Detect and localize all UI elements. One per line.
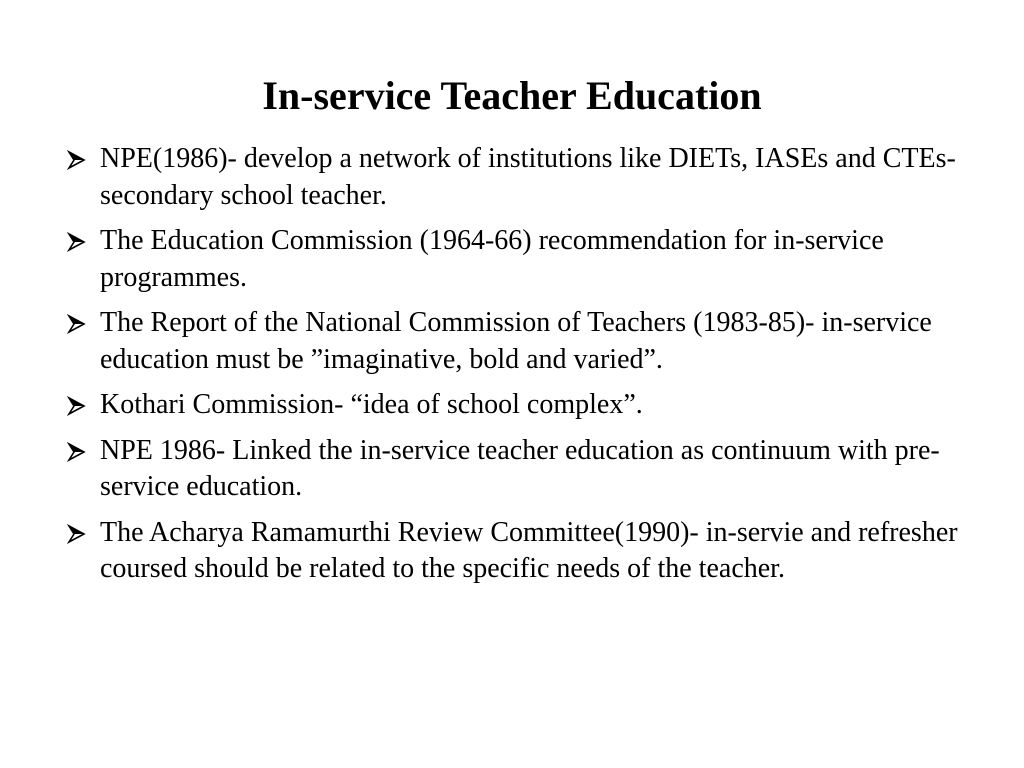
bullet-text: The Education Commission (1964-66) recommendation for in-service programmes. (100, 225, 884, 293)
bullet-item (66, 387, 966, 424)
bullet-text: The Acharya Ramamurthi Review Committee(1990)- in-servie and refresher coursed should be related to the specific needs of the teacher. (100, 516, 958, 584)
bullet-text: The Report of the National Commission of Teachers (1983-85)- in-service education must be ”imaginative, bold and varied”. (100, 307, 932, 375)
arrowhead-bullet-icon (66, 142, 88, 176)
slide-title: In-service Teacher Education (262, 73, 762, 118)
arrowhead-bullet-icon (66, 516, 88, 550)
bullet-text: NPE(1986)- develop a network of institutions like DIETs, IASEs and CTEs- secondary school teacher. (100, 143, 956, 211)
bullet-text: Kothari Commission- “idea of school complex”. (100, 389, 643, 420)
bullet-item (66, 305, 966, 378)
arrowhead-bullet-icon (66, 224, 88, 258)
arrowhead-bullet-icon (66, 388, 88, 422)
bullet-text: NPE 1986- Linked the in-service teacher education as continuum with pre-service education. (100, 434, 940, 502)
arrowhead-bullet-icon (66, 434, 88, 468)
bullet-item (66, 433, 966, 506)
arrowhead-bullet-icon (66, 306, 88, 340)
bullet-list (66, 141, 966, 597)
bullet-item (66, 515, 966, 588)
bullet-item (66, 141, 966, 214)
bullet-item (66, 223, 966, 296)
